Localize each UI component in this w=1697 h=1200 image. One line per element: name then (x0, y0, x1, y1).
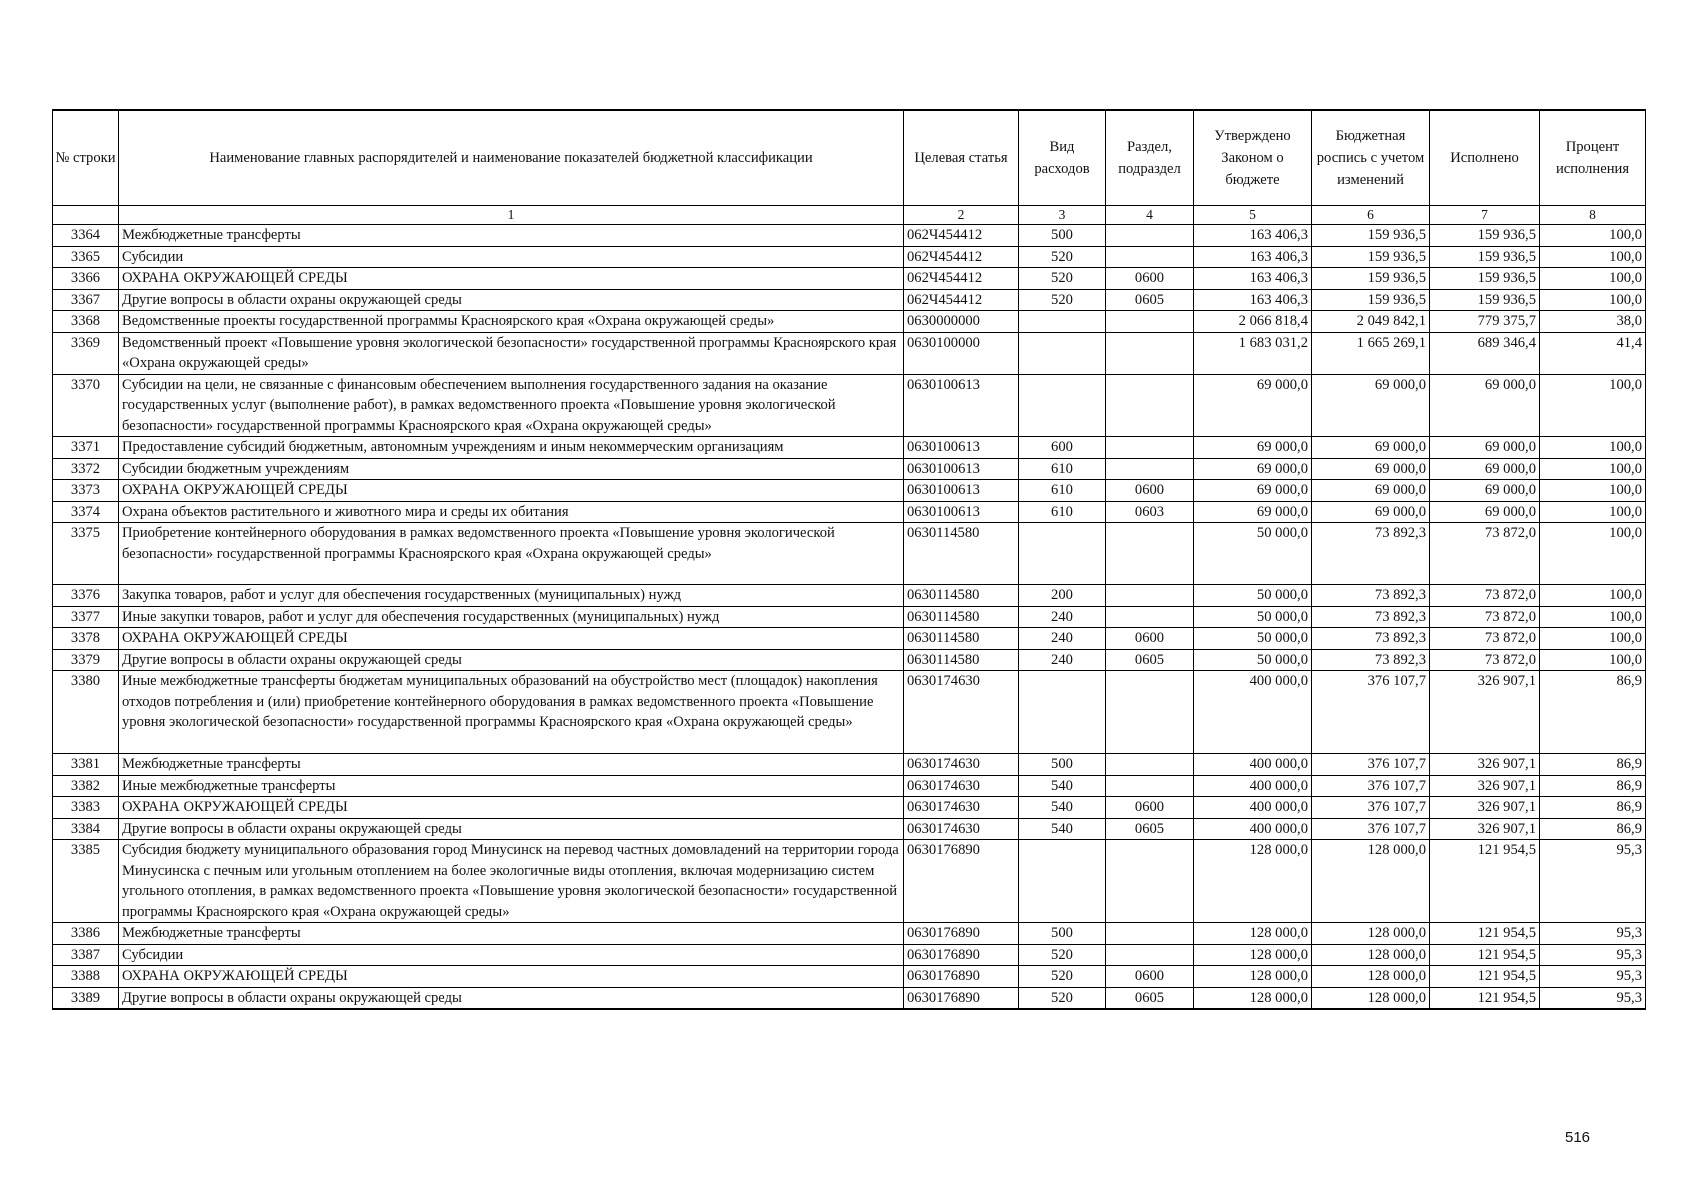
header-section: Раздел, подраздел (1106, 110, 1194, 206)
row-section: 0603 (1106, 501, 1194, 523)
table-row (53, 671, 1646, 754)
column-number: 7 (1430, 206, 1540, 225)
row-budget-schedule: 69 000,0 (1312, 480, 1430, 502)
row-expense-kind: 520 (1019, 966, 1106, 988)
row-name: ОХРАНА ОКРУЖАЮЩЕЙ СРЕДЫ (119, 628, 904, 650)
row-percent: 100,0 (1540, 523, 1646, 585)
row-target-article: 0630100613 (904, 374, 1019, 437)
row-number: 3382 (53, 775, 119, 797)
row-approved: 128 000,0 (1194, 944, 1312, 966)
row-approved: 69 000,0 (1194, 501, 1312, 523)
row-number: 3377 (53, 606, 119, 628)
row-name: ОХРАНА ОКРУЖАЮЩЕЙ СРЕДЫ (119, 480, 904, 502)
row-name: ОХРАНА ОКРУЖАЮЩЕЙ СРЕДЫ (119, 966, 904, 988)
table-row (53, 585, 1646, 607)
row-approved: 400 000,0 (1194, 671, 1312, 754)
row-section: 0605 (1106, 649, 1194, 671)
header-target-article: Целевая статья (904, 110, 1019, 206)
row-percent: 100,0 (1540, 628, 1646, 650)
row-target-article: 0630100613 (904, 458, 1019, 480)
row-approved: 69 000,0 (1194, 437, 1312, 459)
row-budget-schedule: 69 000,0 (1312, 501, 1430, 523)
row-number: 3367 (53, 289, 119, 311)
row-target-article: 0630100613 (904, 480, 1019, 502)
row-target-article: 062Ч454412 (904, 225, 1019, 247)
row-section: 0600 (1106, 268, 1194, 290)
row-percent: 86,9 (1540, 775, 1646, 797)
row-percent: 95,3 (1540, 966, 1646, 988)
table-body (53, 225, 1646, 1010)
header-expense-kind: Вид расходов (1019, 110, 1106, 206)
row-target-article: 062Ч454412 (904, 289, 1019, 311)
row-number: 3373 (53, 480, 119, 502)
row-executed: 121 954,5 (1430, 944, 1540, 966)
row-budget-schedule: 73 892,3 (1312, 649, 1430, 671)
row-approved: 128 000,0 (1194, 923, 1312, 945)
row-number: 3370 (53, 374, 119, 437)
row-executed: 73 872,0 (1430, 606, 1540, 628)
row-section (1106, 374, 1194, 437)
row-target-article: 0630174630 (904, 754, 1019, 776)
header-executed: Исполнено (1430, 110, 1540, 206)
row-name: Предоставление субсидий бюджетным, автономным учреждениям и иным некоммерческим организациям (119, 437, 904, 459)
table-row (53, 797, 1646, 819)
row-percent: 86,9 (1540, 754, 1646, 776)
table-row (53, 754, 1646, 776)
row-target-article: 0630114580 (904, 585, 1019, 607)
row-approved: 128 000,0 (1194, 840, 1312, 923)
row-target-article: 0630176890 (904, 840, 1019, 923)
budget-execution-table (52, 109, 1646, 1010)
row-name: Субсидии бюджетным учреждениям (119, 458, 904, 480)
table-row (53, 332, 1646, 374)
row-name: ОХРАНА ОКРУЖАЮЩЕЙ СРЕДЫ (119, 797, 904, 819)
row-target-article: 0630114580 (904, 628, 1019, 650)
header-name: Наименование главных распорядителей и наименование показателей бюджетной классификации (119, 110, 904, 206)
row-name: Субсидии (119, 944, 904, 966)
row-section (1106, 671, 1194, 754)
row-section (1106, 585, 1194, 607)
row-approved: 50 000,0 (1194, 628, 1312, 650)
row-section: 0605 (1106, 289, 1194, 311)
row-percent: 100,0 (1540, 374, 1646, 437)
row-section (1106, 606, 1194, 628)
row-executed: 689 346,4 (1430, 332, 1540, 374)
column-number: 6 (1312, 206, 1430, 225)
row-percent: 100,0 (1540, 649, 1646, 671)
row-section (1106, 332, 1194, 374)
row-number: 3381 (53, 754, 119, 776)
row-executed: 121 954,5 (1430, 987, 1540, 1009)
row-number: 3371 (53, 437, 119, 459)
row-expense-kind (1019, 374, 1106, 437)
row-name: Субсидии на цели, не связанные с финансовым обеспечением выполнения государственного задания на оказание государственных услуг (выполнение работ), в рамках ведомственного проекта «Повышение уровня экологической безопасности» государственной программы Красноярского края «Охрана окружающей среды» (119, 374, 904, 437)
row-executed: 69 000,0 (1430, 437, 1540, 459)
row-number: 3376 (53, 585, 119, 607)
column-number: 1 (119, 206, 904, 225)
row-approved: 128 000,0 (1194, 966, 1312, 988)
row-section (1106, 523, 1194, 585)
row-executed: 73 872,0 (1430, 585, 1540, 607)
row-executed: 159 936,5 (1430, 268, 1540, 290)
header-approved: Утверждено Законом о бюджете (1194, 110, 1312, 206)
row-executed: 73 872,0 (1430, 649, 1540, 671)
row-approved: 400 000,0 (1194, 754, 1312, 776)
row-budget-schedule: 73 892,3 (1312, 628, 1430, 650)
row-executed: 326 907,1 (1430, 797, 1540, 819)
row-budget-schedule: 376 107,7 (1312, 754, 1430, 776)
row-expense-kind: 520 (1019, 246, 1106, 268)
row-executed: 779 375,7 (1430, 311, 1540, 333)
row-expense-kind: 540 (1019, 775, 1106, 797)
row-name: Другие вопросы в области охраны окружающей среды (119, 649, 904, 671)
column-number: 3 (1019, 206, 1106, 225)
row-percent: 100,0 (1540, 289, 1646, 311)
row-budget-schedule: 69 000,0 (1312, 374, 1430, 437)
row-percent: 86,9 (1540, 671, 1646, 754)
row-number: 3387 (53, 944, 119, 966)
column-number: 4 (1106, 206, 1194, 225)
row-target-article: 0630174630 (904, 797, 1019, 819)
row-target-article: 0630174630 (904, 775, 1019, 797)
row-target-article: 0630174630 (904, 818, 1019, 840)
row-budget-schedule: 159 936,5 (1312, 268, 1430, 290)
table-row (53, 523, 1646, 585)
row-target-article: 0630174630 (904, 671, 1019, 754)
row-name: Субсидии (119, 246, 904, 268)
row-expense-kind: 240 (1019, 606, 1106, 628)
column-number: 8 (1540, 206, 1646, 225)
row-percent: 86,9 (1540, 818, 1646, 840)
row-percent: 100,0 (1540, 437, 1646, 459)
row-name: Иные межбюджетные трансферты (119, 775, 904, 797)
row-section: 0605 (1106, 818, 1194, 840)
row-percent: 95,3 (1540, 944, 1646, 966)
row-target-article: 0630114580 (904, 606, 1019, 628)
table-header-row (53, 110, 1646, 206)
row-section (1106, 225, 1194, 247)
row-number: 3378 (53, 628, 119, 650)
row-percent: 38,0 (1540, 311, 1646, 333)
row-expense-kind (1019, 311, 1106, 333)
row-executed: 159 936,5 (1430, 246, 1540, 268)
row-number: 3380 (53, 671, 119, 754)
row-name: Приобретение контейнерного оборудования в рамках ведомственного проекта «Повышение уровня экологической безопасности» государственной программы Красноярского края «Охрана окружающей среды» (119, 523, 904, 585)
row-number: 3388 (53, 966, 119, 988)
row-percent: 100,0 (1540, 458, 1646, 480)
row-expense-kind: 500 (1019, 923, 1106, 945)
row-name: ОХРАНА ОКРУЖАЮЩЕЙ СРЕДЫ (119, 268, 904, 290)
row-name: Иные межбюджетные трансферты бюджетам муниципальных образований на обустройство мест (площадок) накопления отходов потребления и (или) приобретение контейнерного оборудования в рамках ведомственного проекта «Повышение уровня экологической безопасности» государственной программы Красноярского края «Охрана окружающей среды» (119, 671, 904, 754)
row-expense-kind: 200 (1019, 585, 1106, 607)
table-row (53, 289, 1646, 311)
row-approved: 163 406,3 (1194, 268, 1312, 290)
table-row (53, 606, 1646, 628)
row-expense-kind: 540 (1019, 818, 1106, 840)
row-approved: 163 406,3 (1194, 225, 1312, 247)
row-section: 0600 (1106, 480, 1194, 502)
row-section (1106, 944, 1194, 966)
table-row (53, 966, 1646, 988)
row-percent: 95,3 (1540, 987, 1646, 1009)
row-executed: 69 000,0 (1430, 374, 1540, 437)
table-row (53, 628, 1646, 650)
row-expense-kind: 500 (1019, 225, 1106, 247)
row-target-article: 0630176890 (904, 966, 1019, 988)
row-section (1106, 246, 1194, 268)
row-section: 0600 (1106, 628, 1194, 650)
row-number: 3379 (53, 649, 119, 671)
row-percent: 100,0 (1540, 585, 1646, 607)
row-budget-schedule: 159 936,5 (1312, 289, 1430, 311)
header-row-number: № строки (53, 110, 119, 206)
row-approved: 163 406,3 (1194, 246, 1312, 268)
row-executed: 326 907,1 (1430, 818, 1540, 840)
row-budget-schedule: 73 892,3 (1312, 606, 1430, 628)
table-row (53, 311, 1646, 333)
row-budget-schedule: 128 000,0 (1312, 987, 1430, 1009)
row-section (1106, 923, 1194, 945)
row-budget-schedule: 128 000,0 (1312, 944, 1430, 966)
row-name: Субсидия бюджету муниципального образования город Минусинск на перевод частных домовладений на территории города Минусинска с печным или угольным отоплением на более экологичные виды отопления, включая модернизацию систем угольного отопления, в рамках ведомственного проекта «Повышение уровня экологической безопасности» государственной программы Красноярского края «Охрана окружающей среды» (119, 840, 904, 923)
row-expense-kind: 520 (1019, 944, 1106, 966)
row-budget-schedule: 73 892,3 (1312, 585, 1430, 607)
row-expense-kind: 240 (1019, 628, 1106, 650)
row-target-article: 0630100000 (904, 332, 1019, 374)
table-row (53, 225, 1646, 247)
table-row (53, 923, 1646, 945)
column-number: 5 (1194, 206, 1312, 225)
table-row (53, 458, 1646, 480)
table-row (53, 437, 1646, 459)
row-number: 3385 (53, 840, 119, 923)
row-executed: 121 954,5 (1430, 966, 1540, 988)
row-expense-kind: 610 (1019, 501, 1106, 523)
row-section (1106, 840, 1194, 923)
column-number-blank (53, 206, 119, 225)
row-section: 0605 (1106, 987, 1194, 1009)
row-budget-schedule: 128 000,0 (1312, 840, 1430, 923)
row-target-article: 0630114580 (904, 523, 1019, 585)
row-number: 3365 (53, 246, 119, 268)
row-approved: 400 000,0 (1194, 797, 1312, 819)
row-name: Другие вопросы в области охраны окружающей среды (119, 987, 904, 1009)
table-row (53, 649, 1646, 671)
row-approved: 69 000,0 (1194, 480, 1312, 502)
row-approved: 69 000,0 (1194, 374, 1312, 437)
row-approved: 163 406,3 (1194, 289, 1312, 311)
row-percent: 100,0 (1540, 268, 1646, 290)
row-approved: 69 000,0 (1194, 458, 1312, 480)
row-expense-kind: 500 (1019, 754, 1106, 776)
row-budget-schedule: 69 000,0 (1312, 458, 1430, 480)
row-approved: 50 000,0 (1194, 606, 1312, 628)
row-target-article: 0630100613 (904, 501, 1019, 523)
row-budget-schedule: 2 049 842,1 (1312, 311, 1430, 333)
row-number: 3369 (53, 332, 119, 374)
row-number: 3364 (53, 225, 119, 247)
table-row (53, 480, 1646, 502)
row-target-article: 0630000000 (904, 311, 1019, 333)
row-approved: 128 000,0 (1194, 987, 1312, 1009)
row-budget-schedule: 1 665 269,1 (1312, 332, 1430, 374)
row-executed: 121 954,5 (1430, 840, 1540, 923)
table-row (53, 775, 1646, 797)
table-row (53, 818, 1646, 840)
row-name: Ведомственный проект «Повышение уровня экологической безопасности» государственной программы Красноярского края «Охрана окружающей среды» (119, 332, 904, 374)
row-name: Закупка товаров, работ и услуг для обеспечения государственных (муниципальных) нужд (119, 585, 904, 607)
row-name: Другие вопросы в области охраны окружающей среды (119, 818, 904, 840)
row-approved: 50 000,0 (1194, 649, 1312, 671)
row-name: Межбюджетные трансферты (119, 754, 904, 776)
row-expense-kind (1019, 671, 1106, 754)
table-row (53, 944, 1646, 966)
column-number: 2 (904, 206, 1019, 225)
row-section (1106, 775, 1194, 797)
row-executed: 159 936,5 (1430, 289, 1540, 311)
row-expense-kind: 540 (1019, 797, 1106, 819)
row-budget-schedule: 159 936,5 (1312, 225, 1430, 247)
row-expense-kind: 240 (1019, 649, 1106, 671)
row-budget-schedule: 128 000,0 (1312, 923, 1430, 945)
row-section (1106, 311, 1194, 333)
row-executed: 69 000,0 (1430, 501, 1540, 523)
row-target-article: 0630176890 (904, 944, 1019, 966)
row-number: 3384 (53, 818, 119, 840)
row-executed: 73 872,0 (1430, 628, 1540, 650)
row-executed: 69 000,0 (1430, 458, 1540, 480)
row-approved: 2 066 818,4 (1194, 311, 1312, 333)
row-expense-kind: 520 (1019, 987, 1106, 1009)
row-target-article: 0630176890 (904, 987, 1019, 1009)
row-percent: 100,0 (1540, 246, 1646, 268)
row-approved: 50 000,0 (1194, 523, 1312, 585)
row-name: Другие вопросы в области охраны окружающей среды (119, 289, 904, 311)
page-number: 516 (1565, 1129, 1591, 1146)
row-expense-kind (1019, 840, 1106, 923)
row-name: Иные закупки товаров, работ и услуг для обеспечения государственных (муниципальных) нужд (119, 606, 904, 628)
row-expense-kind (1019, 523, 1106, 585)
row-budget-schedule: 376 107,7 (1312, 797, 1430, 819)
row-executed: 69 000,0 (1430, 480, 1540, 502)
row-number: 3366 (53, 268, 119, 290)
row-section (1106, 754, 1194, 776)
row-budget-schedule: 73 892,3 (1312, 523, 1430, 585)
row-expense-kind: 600 (1019, 437, 1106, 459)
row-target-article: 0630100613 (904, 437, 1019, 459)
row-name: Межбюджетные трансферты (119, 923, 904, 945)
row-target-article: 0630176890 (904, 923, 1019, 945)
row-percent: 95,3 (1540, 840, 1646, 923)
row-number: 3383 (53, 797, 119, 819)
row-budget-schedule: 376 107,7 (1312, 775, 1430, 797)
table-row (53, 246, 1646, 268)
row-budget-schedule: 376 107,7 (1312, 671, 1430, 754)
row-executed: 326 907,1 (1430, 671, 1540, 754)
row-executed: 326 907,1 (1430, 775, 1540, 797)
header-percent: Процент исполнения (1540, 110, 1646, 206)
row-budget-schedule: 128 000,0 (1312, 966, 1430, 988)
row-number: 3374 (53, 501, 119, 523)
header-budget-schedule: Бюджетная роспись с учетом изменений (1312, 110, 1430, 206)
row-approved: 400 000,0 (1194, 775, 1312, 797)
row-section: 0600 (1106, 966, 1194, 988)
row-percent: 41,4 (1540, 332, 1646, 374)
row-executed: 73 872,0 (1430, 523, 1540, 585)
row-name: Охрана объектов растительного и животного мира и среды их обитания (119, 501, 904, 523)
row-target-article: 062Ч454412 (904, 268, 1019, 290)
budget-table-container (52, 109, 1645, 1010)
row-executed: 121 954,5 (1430, 923, 1540, 945)
row-budget-schedule: 159 936,5 (1312, 246, 1430, 268)
row-budget-schedule: 69 000,0 (1312, 437, 1430, 459)
row-executed: 159 936,5 (1430, 225, 1540, 247)
table-row (53, 374, 1646, 437)
row-percent: 95,3 (1540, 923, 1646, 945)
row-number: 3375 (53, 523, 119, 585)
row-approved: 1 683 031,2 (1194, 332, 1312, 374)
row-expense-kind: 610 (1019, 480, 1106, 502)
row-number: 3368 (53, 311, 119, 333)
row-target-article: 0630114580 (904, 649, 1019, 671)
row-name: Межбюджетные трансферты (119, 225, 904, 247)
row-section (1106, 458, 1194, 480)
row-name: Ведомственные проекты государственной программы Красноярского края «Охрана окружающей среды» (119, 311, 904, 333)
row-percent: 100,0 (1540, 501, 1646, 523)
row-section (1106, 437, 1194, 459)
row-percent: 100,0 (1540, 606, 1646, 628)
row-number: 3372 (53, 458, 119, 480)
table-row (53, 840, 1646, 923)
column-number-row (53, 206, 1646, 225)
row-percent: 100,0 (1540, 225, 1646, 247)
row-expense-kind: 610 (1019, 458, 1106, 480)
row-number: 3389 (53, 987, 119, 1009)
row-percent: 86,9 (1540, 797, 1646, 819)
row-percent: 100,0 (1540, 480, 1646, 502)
row-executed: 326 907,1 (1430, 754, 1540, 776)
row-number: 3386 (53, 923, 119, 945)
table-row (53, 268, 1646, 290)
row-expense-kind (1019, 332, 1106, 374)
row-target-article: 062Ч454412 (904, 246, 1019, 268)
table-row (53, 501, 1646, 523)
row-approved: 50 000,0 (1194, 585, 1312, 607)
row-expense-kind: 520 (1019, 289, 1106, 311)
row-budget-schedule: 376 107,7 (1312, 818, 1430, 840)
row-approved: 400 000,0 (1194, 818, 1312, 840)
row-section: 0600 (1106, 797, 1194, 819)
row-expense-kind: 520 (1019, 268, 1106, 290)
table-row (53, 987, 1646, 1009)
